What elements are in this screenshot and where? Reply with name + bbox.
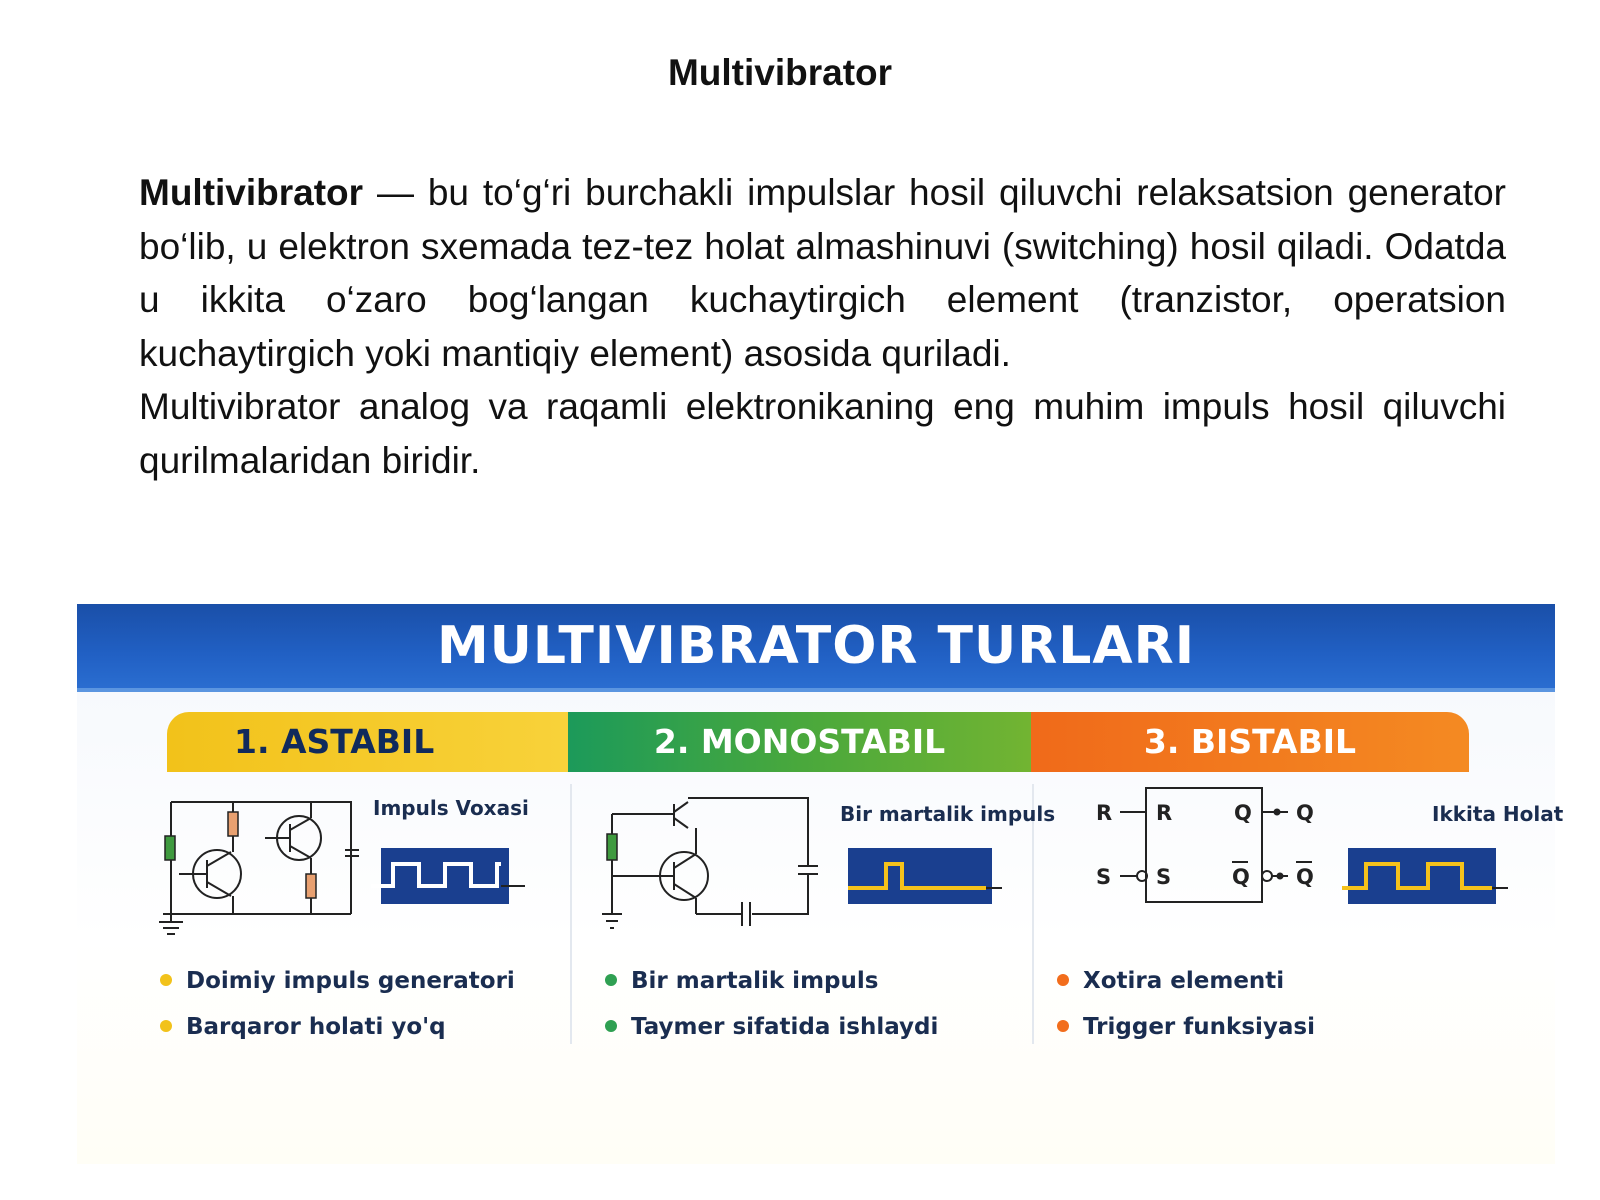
panel-monostabil — [590, 774, 1056, 1074]
type-tabs — [167, 712, 1469, 772]
wave-label-bistabil: Ikkita Holat — [1432, 802, 1564, 826]
q-output-dot — [1274, 809, 1281, 816]
panel-astabil — [145, 774, 585, 1074]
bullet-dot — [1057, 974, 1069, 986]
tab-bistabil: 3. BISTABIL — [1031, 712, 1469, 772]
r-input-label: R — [1096, 801, 1113, 825]
slide-title: Multivibrator — [667, 52, 893, 93]
paragraph-importance: Multivibrator analog va raqamli elektronikaning eng muhim impuls hosil qiluvchi qurilmalaridan biridir. — [139, 386, 1506, 481]
qbar-output-dot — [1277, 873, 1284, 880]
q-output-label: Q — [1296, 801, 1314, 825]
tab-monostabil: 2. MONOSTABIL — [568, 712, 1031, 772]
bullet-dot — [160, 974, 172, 986]
multivibrator-types-infographic — [77, 604, 1564, 1164]
bullet-bistabil-2: Trigger funksiyasi — [1057, 1014, 1315, 1040]
bullet-astabil-1: Doimiy impuls generatori — [160, 968, 515, 994]
bullet-monostabil-1: Bir martalik impuls — [605, 968, 878, 994]
rs-flipflop-icon — [1052, 774, 1512, 944]
panel-bistabil — [1052, 774, 1564, 1074]
tab-astabil: 1. ASTABIL — [167, 712, 568, 772]
bullet-dot — [605, 1020, 617, 1032]
wave-label-astabil: Impuls Voxasi — [373, 796, 529, 820]
wave-label-monostabil: Bir martalik impuls — [840, 802, 1056, 826]
s-box-label: S — [1156, 865, 1172, 889]
bullet-bistabil-1: Xotira elementi — [1057, 968, 1284, 994]
q-box-label: Q — [1234, 801, 1252, 825]
qbar-output-label: Q — [1296, 865, 1314, 889]
paragraph-definition — [139, 166, 1506, 380]
definition-text: — bu to‘g‘ri burchakli impulslar hosil qiluvchi relaksatsion generator bo‘lib, u elektron sxemada tez-tez holat almashinuvi (switching) hosil qiladi. Odatda u ikkita o‘zaro bog‘langan kuchaytirgich element (tranzistor, operatsion kuchaytirgich yoki mantiqiy element) asosida quriladi. — [139, 172, 1506, 374]
term-bold: Multivibrator — [139, 172, 364, 213]
monostable-circuit-icon — [590, 774, 1030, 944]
body-text — [139, 166, 1506, 487]
bullet-dot — [160, 1020, 172, 1032]
qbar-box-label: Q — [1232, 865, 1250, 889]
bullet-astabil-2: Barqaror holati yo'q — [160, 1014, 446, 1040]
infographic-title: MULTIVIBRATOR TURLARI — [436, 616, 1196, 676]
bullet-dot — [605, 974, 617, 986]
r-box-label: R — [1156, 801, 1173, 825]
bullet-dot — [1057, 1020, 1069, 1032]
s-input-label: S — [1096, 865, 1112, 889]
bullet-monostabil-2: Taymer sifatida ishlaydi — [605, 1014, 938, 1040]
